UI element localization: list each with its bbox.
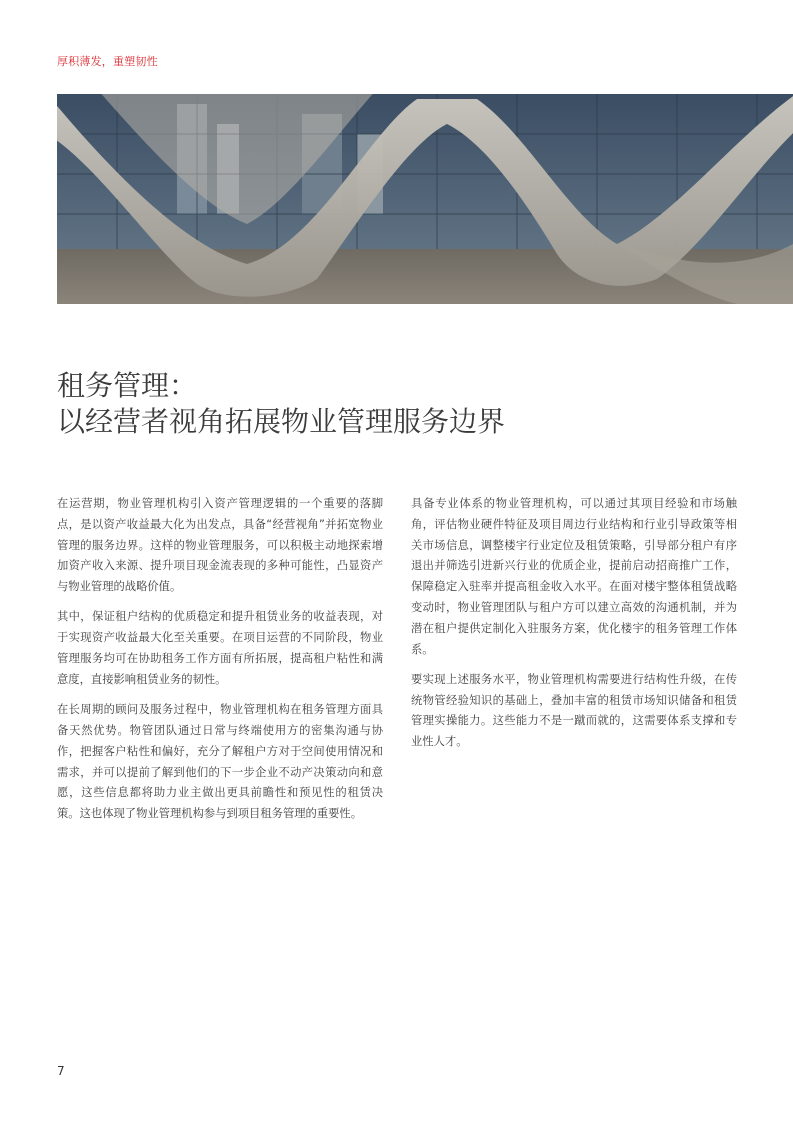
hero-image	[57, 94, 793, 304]
page-title	[57, 368, 505, 440]
title-line-2: 以经营者视角拓展物业管理服务边界	[57, 405, 506, 438]
running-header: 厚积薄发，重塑韧性	[57, 55, 158, 68]
paragraph: 具备专业体系的物业管理机构，可以通过其项目经验和市场触角，评估物业硬件特征及项目周边行业结构和行业引导政策等相关市场信息，调整楼宇行业定位及租赁策略，引导部分租户有序退出并筛选引进新兴行业的优质企业，提前启动招商推广工作，保障稳定入驻率并提高租金收入水平。在面对楼宇整体租赁战略变动时，物业管理团队与租户方可以建立高效的沟通机制，并为潜在租户提供定制化入驻服务方案，优化楼宇的租务管理工作体系。	[411, 497, 737, 656]
architecture-photo-icon	[57, 94, 793, 304]
paragraph: 其中，保证租户结构的优质稳定和提升租赁业务的收益表现，对于实现资产收益最大化至关重要。在项目运营的不同阶段，物业管理服务均可在协助租务工作方面有所拓展，提高租户粘性和满意度，直接影响租赁业务的韧性。	[57, 610, 383, 686]
title-line-1: 租务管理：	[57, 369, 198, 402]
paragraph: 在长周期的顾问及服务过程中，物业管理机构在租务管理方面具备天然优势。物管团队通过日常与终端使用方的密集沟通与协作，把握客户粘性和偏好，充分了解租户方对于空间使用情况和需求，并可以提前了解到他们的下一步企业不动产决策动向和意愿，这些信息都将助力业主做出更具前瞻性和预见性的租赁决策。这也体现了物业管理机构参与到项目租务管理的重要性。	[57, 703, 383, 821]
paragraph: 要实现上述服务水平，物业管理机构需要进行结构性升级，在传统物管经验知识的基础上，叠加丰富的租赁市场知识储备和租赁管理实操能力。这些能力不是一蹴而就的，这需要体系支撑和专业性人才。	[411, 672, 737, 749]
paragraph: 在运营期，物业管理机构引入资产管理逻辑的一个重要的落脚点，是以资产收益最大化为出发点，具备“经营视角”并拓宽物业管理的服务边界。这样的物业管理服务，可以积极主动地探索增加资产收入来源、提升项目现金流表现的多种可能性，凸显资产与物业管理的战略价值。	[57, 497, 383, 594]
body-column-left	[57, 494, 383, 834]
body-column-right	[411, 494, 737, 763]
page-number: 7	[57, 1064, 65, 1078]
